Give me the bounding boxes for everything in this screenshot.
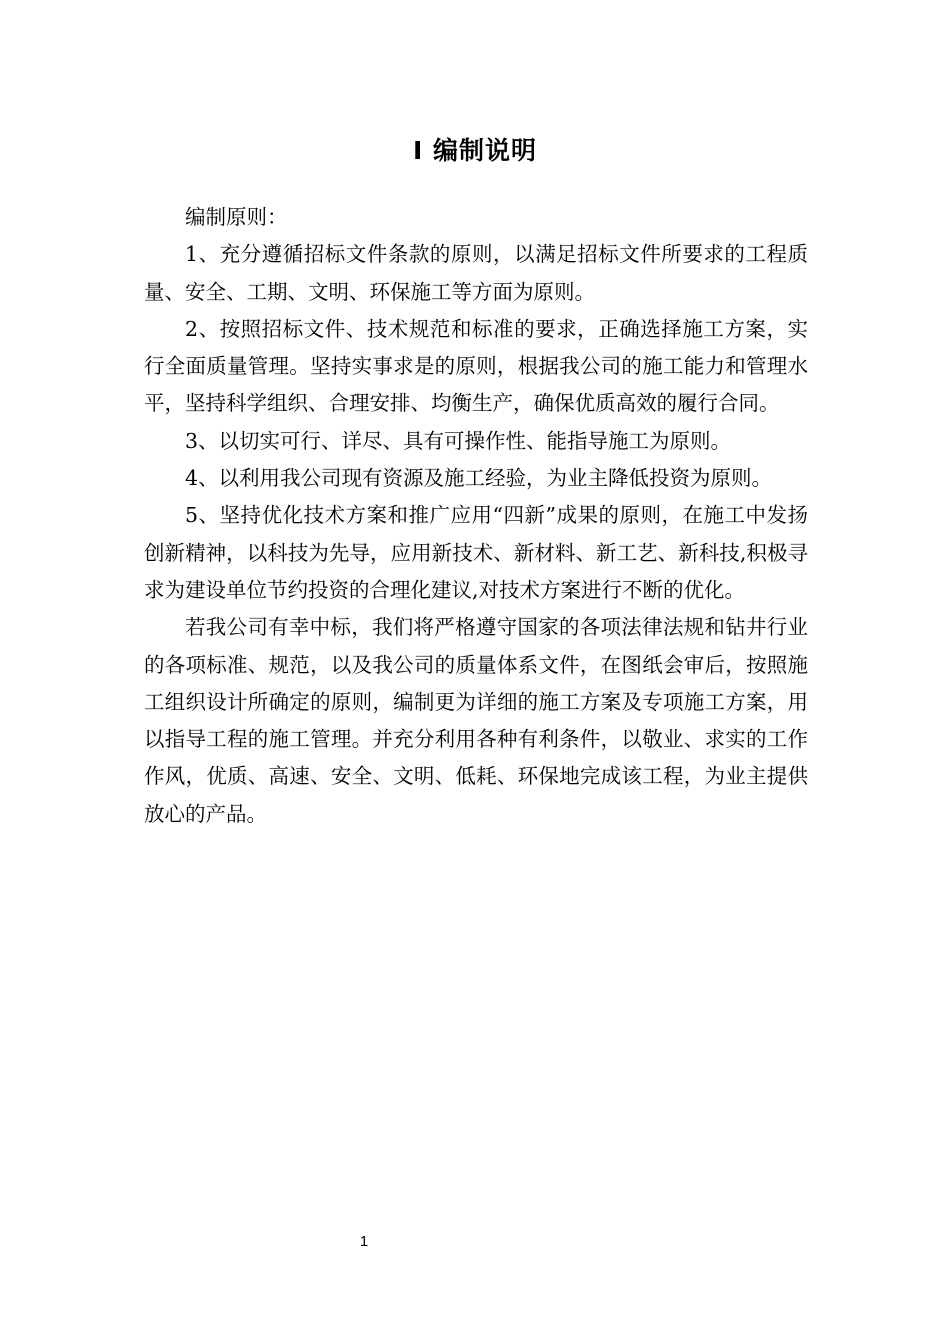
paragraph-principle-2: 2、按照招标文件、技术规范和标准的要求，正确选择施工方案，实行全面质量管理。坚持实事求是的原则，根据我公司的施工能力和管理水平，坚持科学组织、合理安排、均衡生产，确保优质高效的履行合同。 bbox=[144, 316, 808, 416]
paragraph-principle-5: 5、坚持优化技术方案和推广应用“四新”成果的原则，在施工中发扬创新精神，以科技为先导，应用新技术、新材料、新工艺、新科技,积极寻求为建设单位节约投资的合理化建议,对技术方案进行不断的优化。 bbox=[144, 503, 808, 602]
page-number: 1 bbox=[359, 1233, 369, 1250]
paragraph-commitment: 若我公司有幸中标，我们将严格遵守国家的各项法律法规和钻井行业的各项标准、规范，以及我公司的质量体系文件，在图纸会审后，按照施工组织设计所确定的原则，编制更为详细的施工方案及专项施工方案，用以指导工程的施工管理。并充分利用各种有利条件，以敬业、求实的工作作风，优质、高速、安全、文明、低耗、环保地完成该工程，为业主提供放心的产品。 bbox=[144, 615, 808, 826]
paragraph-principle-1: 1、充分遵循招标文件条款的原则，以满足招标文件所要求的工程质量、安全、工期、文明、环保施工等方面为原则。 bbox=[144, 242, 808, 304]
paragraph-principles-heading: 编制原则： bbox=[185, 205, 288, 229]
paragraph-principle-4: 4、以利用我公司现有资源及施工经验，为业主降低投资为原则。 bbox=[185, 466, 773, 491]
section-title: I 编制说明 bbox=[412, 136, 537, 165]
paragraph-principle-3: 3、以切实可行、详尽、具有可操作性、能指导施工为原则。 bbox=[185, 428, 732, 453]
body-text bbox=[144, 199, 808, 833]
